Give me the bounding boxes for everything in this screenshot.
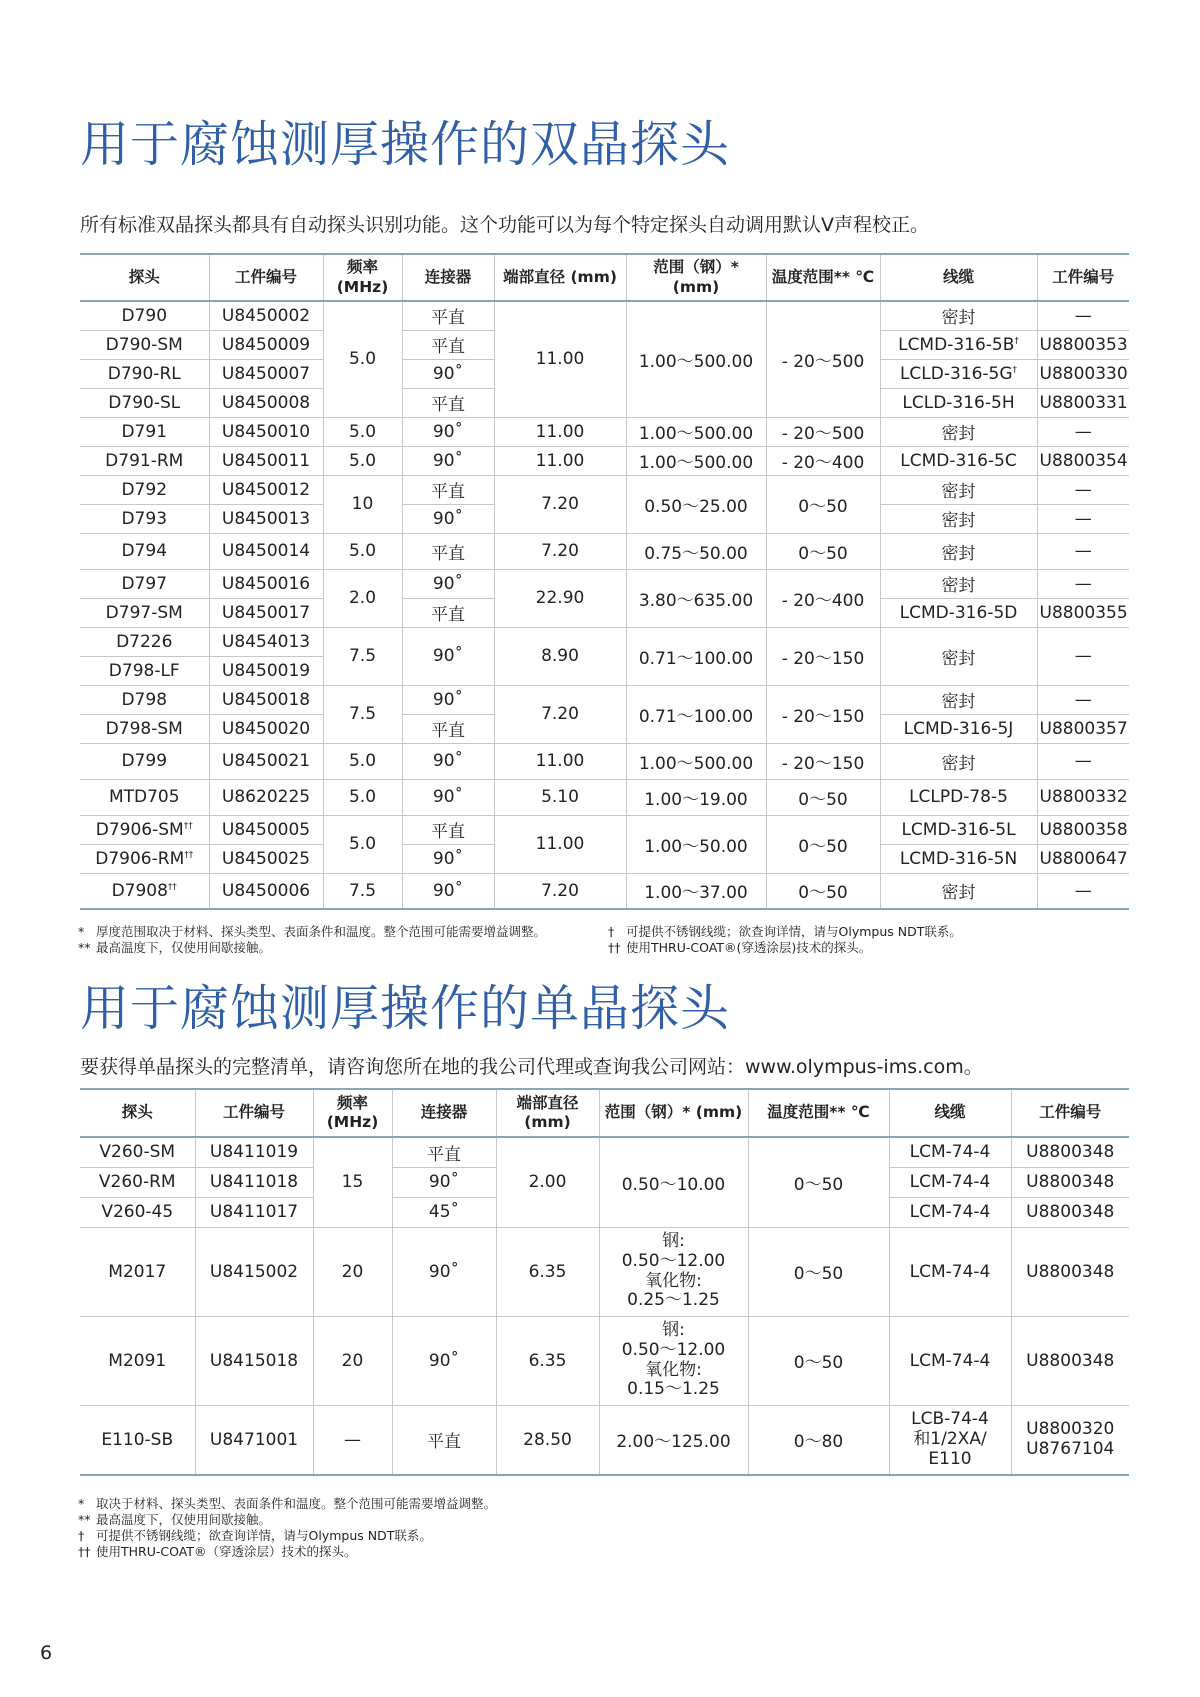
connector-cell: 90˚ (402, 359, 494, 388)
freq-cell: 7.5 (323, 873, 402, 909)
cable-cell: LCLD-316-5G† (880, 359, 1037, 388)
part-cell: U8450019 (209, 656, 323, 685)
cable-part-cell: U8800348 (1011, 1137, 1129, 1167)
connector-cell: 90˚ (402, 504, 494, 533)
superscript-mark: † (1012, 364, 1018, 375)
footnote (608, 924, 1128, 940)
table-row (80, 533, 1129, 569)
freq-cell: 7.5 (323, 685, 402, 743)
table-row (80, 779, 1129, 815)
footnote (608, 940, 1128, 956)
freq-cell: 7.5 (323, 627, 402, 685)
cable-cell: 密封 (880, 504, 1037, 533)
temp-cell: 0～50 (748, 1137, 889, 1227)
col-header: 温度范围** ℃ (766, 254, 880, 301)
connector-cell: 90˚ (402, 417, 494, 446)
col-header: 频率 (MHz) (313, 1089, 392, 1137)
footnote-mark: * (78, 1496, 85, 1511)
temp-cell: 0～50 (766, 475, 880, 533)
cable-cell: LCLPD-78-5 (880, 779, 1037, 815)
cable-part-cell: — (1037, 533, 1129, 569)
range-line: 氧化物: (645, 1270, 702, 1291)
temp-cell: 0～50 (748, 1316, 889, 1405)
part-cell: U8415018 (195, 1316, 313, 1405)
col-header: 范围（钢）* (mm) (626, 254, 766, 301)
freq-cell: 15 (313, 1137, 392, 1227)
footnote (78, 940, 598, 956)
footnote-mark: † (608, 924, 615, 939)
temp-cell: 0～50 (766, 779, 880, 815)
cable-part-cell: — (1037, 873, 1129, 909)
part-cell: U8620225 (209, 779, 323, 815)
probe-cell: D790-SL (80, 388, 209, 417)
superscript-mark: † (1014, 335, 1019, 346)
connector-cell: 平直 (392, 1405, 496, 1475)
connector-cell: 90˚ (402, 743, 494, 779)
tip-cell: 7.20 (494, 685, 626, 743)
table-header-row (80, 254, 1129, 301)
col-header: 工件编号 (209, 254, 323, 301)
range-cell: 0.71～100.00 (626, 685, 766, 743)
cable-cell: 密封 (880, 873, 1037, 909)
table-row (80, 417, 1129, 446)
table-row (80, 873, 1129, 909)
probe-cell: D797 (80, 569, 209, 598)
probe-cell: V260-SM (80, 1137, 195, 1167)
temp-cell: 0～50 (766, 873, 880, 909)
probe-cell: E110-SB (80, 1405, 195, 1475)
cable-part-cell: U8800348 (1011, 1227, 1129, 1316)
dual-probe-table (80, 253, 1129, 910)
range-cell: 1.00～500.00 (626, 301, 766, 417)
col-header: 连接器 (402, 254, 494, 301)
cable-cell: LCMD-316-5J (880, 714, 1037, 743)
single-probe-table (80, 1088, 1129, 1476)
table-row (80, 685, 1129, 714)
footnote (78, 1512, 878, 1528)
col-header: 端部直径 (mm) (494, 254, 626, 301)
freq-cell: 5.0 (323, 301, 402, 417)
cable-part-cell: U8800358 (1037, 815, 1129, 844)
part-cell: U8411019 (195, 1137, 313, 1167)
cable-cell: LCM-74-4 (889, 1227, 1011, 1316)
tip-cell: 6.35 (496, 1316, 599, 1405)
cable-cell: LCMD-316-5D (880, 598, 1037, 627)
freq-cell: 5.0 (323, 417, 402, 446)
cable-part-cell: U8800348 (1011, 1316, 1129, 1405)
connector-cell: 平直 (402, 330, 494, 359)
range-cell: 3.80～635.00 (626, 569, 766, 627)
cable-cell: 密封 (880, 685, 1037, 714)
table-row (80, 627, 1129, 656)
connector-cell: 90˚ (402, 569, 494, 598)
footnote (78, 1496, 878, 1512)
col-header: 工件编号 (1037, 254, 1129, 301)
footnote-mark: ** (78, 1512, 91, 1527)
section1-title: 用于腐蚀测厚操作的双晶探头 (80, 116, 731, 173)
part-cell: U8450007 (209, 359, 323, 388)
superscript-mark: †† (183, 820, 193, 831)
part-cell: U8411018 (195, 1167, 313, 1197)
table-row (80, 1137, 1129, 1167)
cable-part-cell: U8800348 (1011, 1167, 1129, 1197)
connector-cell: 90˚ (402, 844, 494, 873)
range-cell: 0.50～10.00 (599, 1137, 748, 1227)
tip-cell: 11.00 (494, 743, 626, 779)
temp-cell: - 20～500 (766, 417, 880, 446)
tip-cell: 28.50 (496, 1405, 599, 1475)
superscript-mark: †† (167, 882, 177, 893)
col-header: 工件编号 (195, 1089, 313, 1137)
cable-part-cell: U8800348 (1011, 1197, 1129, 1227)
cable-cell: 密封 (880, 569, 1037, 598)
probe-cell: D790-RL (80, 359, 209, 388)
temp-cell: - 20～400 (766, 446, 880, 475)
range-cell (599, 1227, 748, 1316)
probe-cell: D790-SM (80, 330, 209, 359)
cable-cell: 密封 (880, 417, 1037, 446)
footnote-text: 使用THRU-COAT®(穿透涂层)技术的探头。 (626, 940, 872, 955)
tip-cell: 11.00 (494, 417, 626, 446)
probe-cell: D7908†† (80, 873, 209, 909)
cable-part-cell: U8800647 (1037, 844, 1129, 873)
cable-part-cell: U8800330 (1037, 359, 1129, 388)
part-cell: U8450013 (209, 504, 323, 533)
connector-cell: 90˚ (402, 685, 494, 714)
range-line: 0.50～12.00 (621, 1339, 726, 1360)
col-header: 连接器 (392, 1089, 496, 1137)
col-header: 温度范围** ℃ (748, 1089, 889, 1137)
table-row (80, 301, 1129, 330)
temp-cell: 0～50 (766, 533, 880, 569)
freq-cell: 20 (313, 1316, 392, 1405)
part-cell: U8450014 (209, 533, 323, 569)
cable-line: 和1/2XA/ (913, 1428, 987, 1449)
tip-cell: 11.00 (494, 815, 626, 873)
footnote-text: 最高温度下，仅使用间歇接触。 (96, 940, 272, 955)
tip-cell: 5.10 (494, 779, 626, 815)
probe-cell: MTD705 (80, 779, 209, 815)
probe-cell: D792 (80, 475, 209, 504)
tip-cell: 7.20 (494, 475, 626, 533)
connector-cell: 平直 (402, 714, 494, 743)
probe-cell: D7906-SM†† (80, 815, 209, 844)
temp-cell: 0～80 (748, 1405, 889, 1475)
connector-cell: 90˚ (402, 779, 494, 815)
connector-cell: 90˚ (392, 1227, 496, 1316)
col-header: 线缆 (889, 1089, 1011, 1137)
part-cell: U8450016 (209, 569, 323, 598)
cable-part-cell: — (1037, 685, 1129, 714)
footnote (78, 1528, 878, 1544)
freq-cell: 20 (313, 1227, 392, 1316)
range-cell: 1.00～500.00 (626, 417, 766, 446)
section1-notes-right (608, 924, 1128, 956)
cable-cell: 密封 (880, 533, 1037, 569)
table-row (80, 743, 1129, 779)
superscript-mark: †† (184, 849, 194, 860)
footnote-mark: †† (78, 1544, 91, 1559)
cable-part-cell (1011, 1405, 1129, 1475)
cable-part-cell: — (1037, 743, 1129, 779)
cable-part-line: U8767104 (1026, 1438, 1115, 1459)
col-header: 端部直径 (mm) (496, 1089, 599, 1137)
footnote (78, 1544, 878, 1560)
cable-line: E110 (928, 1448, 972, 1469)
range-cell: 2.00～125.00 (599, 1405, 748, 1475)
freq-cell: 5.0 (323, 446, 402, 475)
cable-part-cell: U8800331 (1037, 388, 1129, 417)
probe-cell: D798 (80, 685, 209, 714)
tip-cell: 8.90 (494, 627, 626, 685)
freq-cell: — (313, 1405, 392, 1475)
range-line: 0.15～1.25 (627, 1379, 720, 1400)
section2-notes (78, 1496, 878, 1560)
cable-part-cell: — (1037, 417, 1129, 446)
probe-cell: D791-RM (80, 446, 209, 475)
part-cell: U8450005 (209, 815, 323, 844)
cable-cell: 密封 (880, 627, 1037, 685)
range-cell: 0.71～100.00 (626, 627, 766, 685)
cable-part-cell: — (1037, 475, 1129, 504)
part-cell: U8411017 (195, 1197, 313, 1227)
cable-cell: 密封 (880, 743, 1037, 779)
table-row (80, 1316, 1129, 1405)
probe-cell: D797-SM (80, 598, 209, 627)
footnote-text: 厚度范围取决于材料、探头类型、表面条件和温度。整个范围可能需要增益调整。 (96, 924, 547, 939)
probe-cell: D799 (80, 743, 209, 779)
freq-cell: 5.0 (323, 815, 402, 873)
temp-cell: - 20～400 (766, 569, 880, 627)
cable-part-cell: U8800357 (1037, 714, 1129, 743)
footnote (78, 924, 598, 940)
freq-cell: 10 (323, 475, 402, 533)
part-cell: U8450021 (209, 743, 323, 779)
probe-cell: V260-RM (80, 1167, 195, 1197)
part-cell: U8415002 (195, 1227, 313, 1316)
col-header: 探头 (80, 1089, 195, 1137)
cable-cell: LCMD-316-5N (880, 844, 1037, 873)
temp-cell: - 20～150 (766, 685, 880, 743)
probe-cell: D793 (80, 504, 209, 533)
footnote-mark: ** (78, 940, 91, 955)
temp-cell: - 20～150 (766, 627, 880, 685)
probe-cell: D798-LF (80, 656, 209, 685)
part-cell: U8454013 (209, 627, 323, 656)
part-cell: U8450006 (209, 873, 323, 909)
section2-intro: 要获得单晶探头的完整清单，请咨询您所在地的我公司代理或查询我公司网站：www.olympus-ims.com。 (80, 1056, 983, 1078)
tip-cell: 2.00 (496, 1137, 599, 1227)
cable-cell: 密封 (880, 475, 1037, 504)
connector-cell: 90˚ (392, 1167, 496, 1197)
tip-cell: 7.20 (494, 873, 626, 909)
table-header-row (80, 1089, 1129, 1137)
range-cell: 1.00～500.00 (626, 446, 766, 475)
connector-cell: 平直 (402, 598, 494, 627)
temp-cell: 0～50 (766, 815, 880, 873)
cable-cell: LCLD-316-5H (880, 388, 1037, 417)
freq-cell: 5.0 (323, 533, 402, 569)
col-header: 频率 (MHz) (323, 254, 402, 301)
part-cell: U8471001 (195, 1405, 313, 1475)
page-number: 6 (40, 1642, 53, 1664)
cable-part-cell: — (1037, 504, 1129, 533)
range-line: 钢: (662, 1320, 685, 1341)
range-cell: 1.00～500.00 (626, 743, 766, 779)
footnote-text: 可提供不锈钢线缆；欲查询详情，请与Olympus NDT联系。 (96, 1528, 432, 1543)
part-cell: U8450020 (209, 714, 323, 743)
probe-cell: D7226 (80, 627, 209, 656)
cable-part-line: U8800320 (1026, 1419, 1115, 1440)
connector-cell: 90˚ (402, 627, 494, 685)
cable-cell: LCM-74-4 (889, 1167, 1011, 1197)
table-row (80, 446, 1129, 475)
footnote-text: 使用THRU-COAT®（穿透涂层）技术的探头。 (96, 1544, 357, 1559)
cable-cell: LCMD-316-5B† (880, 330, 1037, 359)
cable-line: LCB-74-4 (911, 1409, 989, 1430)
range-line: 钢: (662, 1231, 685, 1252)
range-cell: 1.00～37.00 (626, 873, 766, 909)
tip-cell: 7.20 (494, 533, 626, 569)
col-header: 工件编号 (1011, 1089, 1129, 1137)
connector-cell: 平直 (402, 301, 494, 330)
range-cell: 1.00～50.00 (626, 815, 766, 873)
cable-cell: LCM-74-4 (889, 1197, 1011, 1227)
cable-cell: LCM-74-4 (889, 1316, 1011, 1405)
part-cell: U8450012 (209, 475, 323, 504)
footnote-text: 取决于材料、探头类型、表面条件和温度。整个范围可能需要增益调整。 (96, 1496, 497, 1511)
cable-part-cell: — (1037, 569, 1129, 598)
freq-cell: 5.0 (323, 743, 402, 779)
probe-cell: D794 (80, 533, 209, 569)
cable-part-cell: U8800354 (1037, 446, 1129, 475)
table-row (80, 1227, 1129, 1316)
probe-cell: M2017 (80, 1227, 195, 1316)
footnote-mark: † (78, 1528, 85, 1543)
footnote-mark: * (78, 924, 85, 939)
freq-cell: 2.0 (323, 569, 402, 627)
col-header: 范围（钢）* (mm) (599, 1089, 748, 1137)
table-row (80, 569, 1129, 598)
connector-cell: 90˚ (402, 446, 494, 475)
cable-cell: LCM-74-4 (889, 1137, 1011, 1167)
tip-cell: 6.35 (496, 1227, 599, 1316)
footnote-mark: †† (608, 940, 621, 955)
probe-cell: D7906-RM†† (80, 844, 209, 873)
range-line: 氧化物: (645, 1359, 702, 1380)
connector-cell: 90˚ (402, 873, 494, 909)
cable-part-cell: — (1037, 301, 1129, 330)
cable-part-cell: U8800332 (1037, 779, 1129, 815)
temp-cell: - 20～150 (766, 743, 880, 779)
cable-cell: LCMD-316-5C (880, 446, 1037, 475)
cable-part-cell: U8800355 (1037, 598, 1129, 627)
part-cell: U8450025 (209, 844, 323, 873)
connector-cell: 平直 (402, 388, 494, 417)
tip-cell: 11.00 (494, 446, 626, 475)
footnote-text: 可提供不锈钢线缆；欲查询详情，请与Olympus NDT联系。 (626, 924, 962, 939)
range-cell: 0.75～50.00 (626, 533, 766, 569)
tip-cell: 22.90 (494, 569, 626, 627)
col-header: 线缆 (880, 254, 1037, 301)
part-cell: U8450011 (209, 446, 323, 475)
range-line: 0.50～12.00 (621, 1250, 726, 1271)
cable-cell: LCMD-316-5L (880, 815, 1037, 844)
section1-notes-left (78, 924, 598, 956)
probe-cell: D798-SM (80, 714, 209, 743)
range-cell: 1.00～19.00 (626, 779, 766, 815)
table-row (80, 1405, 1129, 1475)
footnote-text: 最高温度下，仅使用间歇接触。 (96, 1512, 272, 1527)
probe-cell: M2091 (80, 1316, 195, 1405)
part-cell: U8450002 (209, 301, 323, 330)
temp-cell: - 20～500 (766, 301, 880, 417)
range-line: 0.25～1.25 (627, 1290, 720, 1311)
section1-intro: 所有标准双晶探头都具有自动探头识别功能。这个功能可以为每个特定探头自动调用默认V声程校正。 (80, 214, 930, 236)
probe-cell: D790 (80, 301, 209, 330)
probe-cell: D791 (80, 417, 209, 446)
connector-cell: 45˚ (392, 1197, 496, 1227)
range-cell (599, 1316, 748, 1405)
connector-cell: 平直 (402, 475, 494, 504)
part-cell: U8450017 (209, 598, 323, 627)
tip-cell: 11.00 (494, 301, 626, 417)
col-header: 探头 (80, 254, 209, 301)
section2-title: 用于腐蚀测厚操作的单晶探头 (80, 980, 731, 1037)
cable-cell (889, 1405, 1011, 1475)
probe-cell: V260-45 (80, 1197, 195, 1227)
part-cell: U8450010 (209, 417, 323, 446)
table-row (80, 475, 1129, 504)
cable-part-cell: U8800353 (1037, 330, 1129, 359)
connector-cell: 90˚ (392, 1316, 496, 1405)
cable-cell: 密封 (880, 301, 1037, 330)
table-row (80, 815, 1129, 844)
connector-cell: 平直 (392, 1137, 496, 1167)
connector-cell: 平直 (402, 815, 494, 844)
temp-cell: 0～50 (748, 1227, 889, 1316)
freq-cell: 5.0 (323, 779, 402, 815)
part-cell: U8450018 (209, 685, 323, 714)
part-cell: U8450008 (209, 388, 323, 417)
part-cell: U8450009 (209, 330, 323, 359)
cable-part-cell: — (1037, 627, 1129, 685)
connector-cell: 平直 (402, 533, 494, 569)
range-cell: 0.50～25.00 (626, 475, 766, 533)
